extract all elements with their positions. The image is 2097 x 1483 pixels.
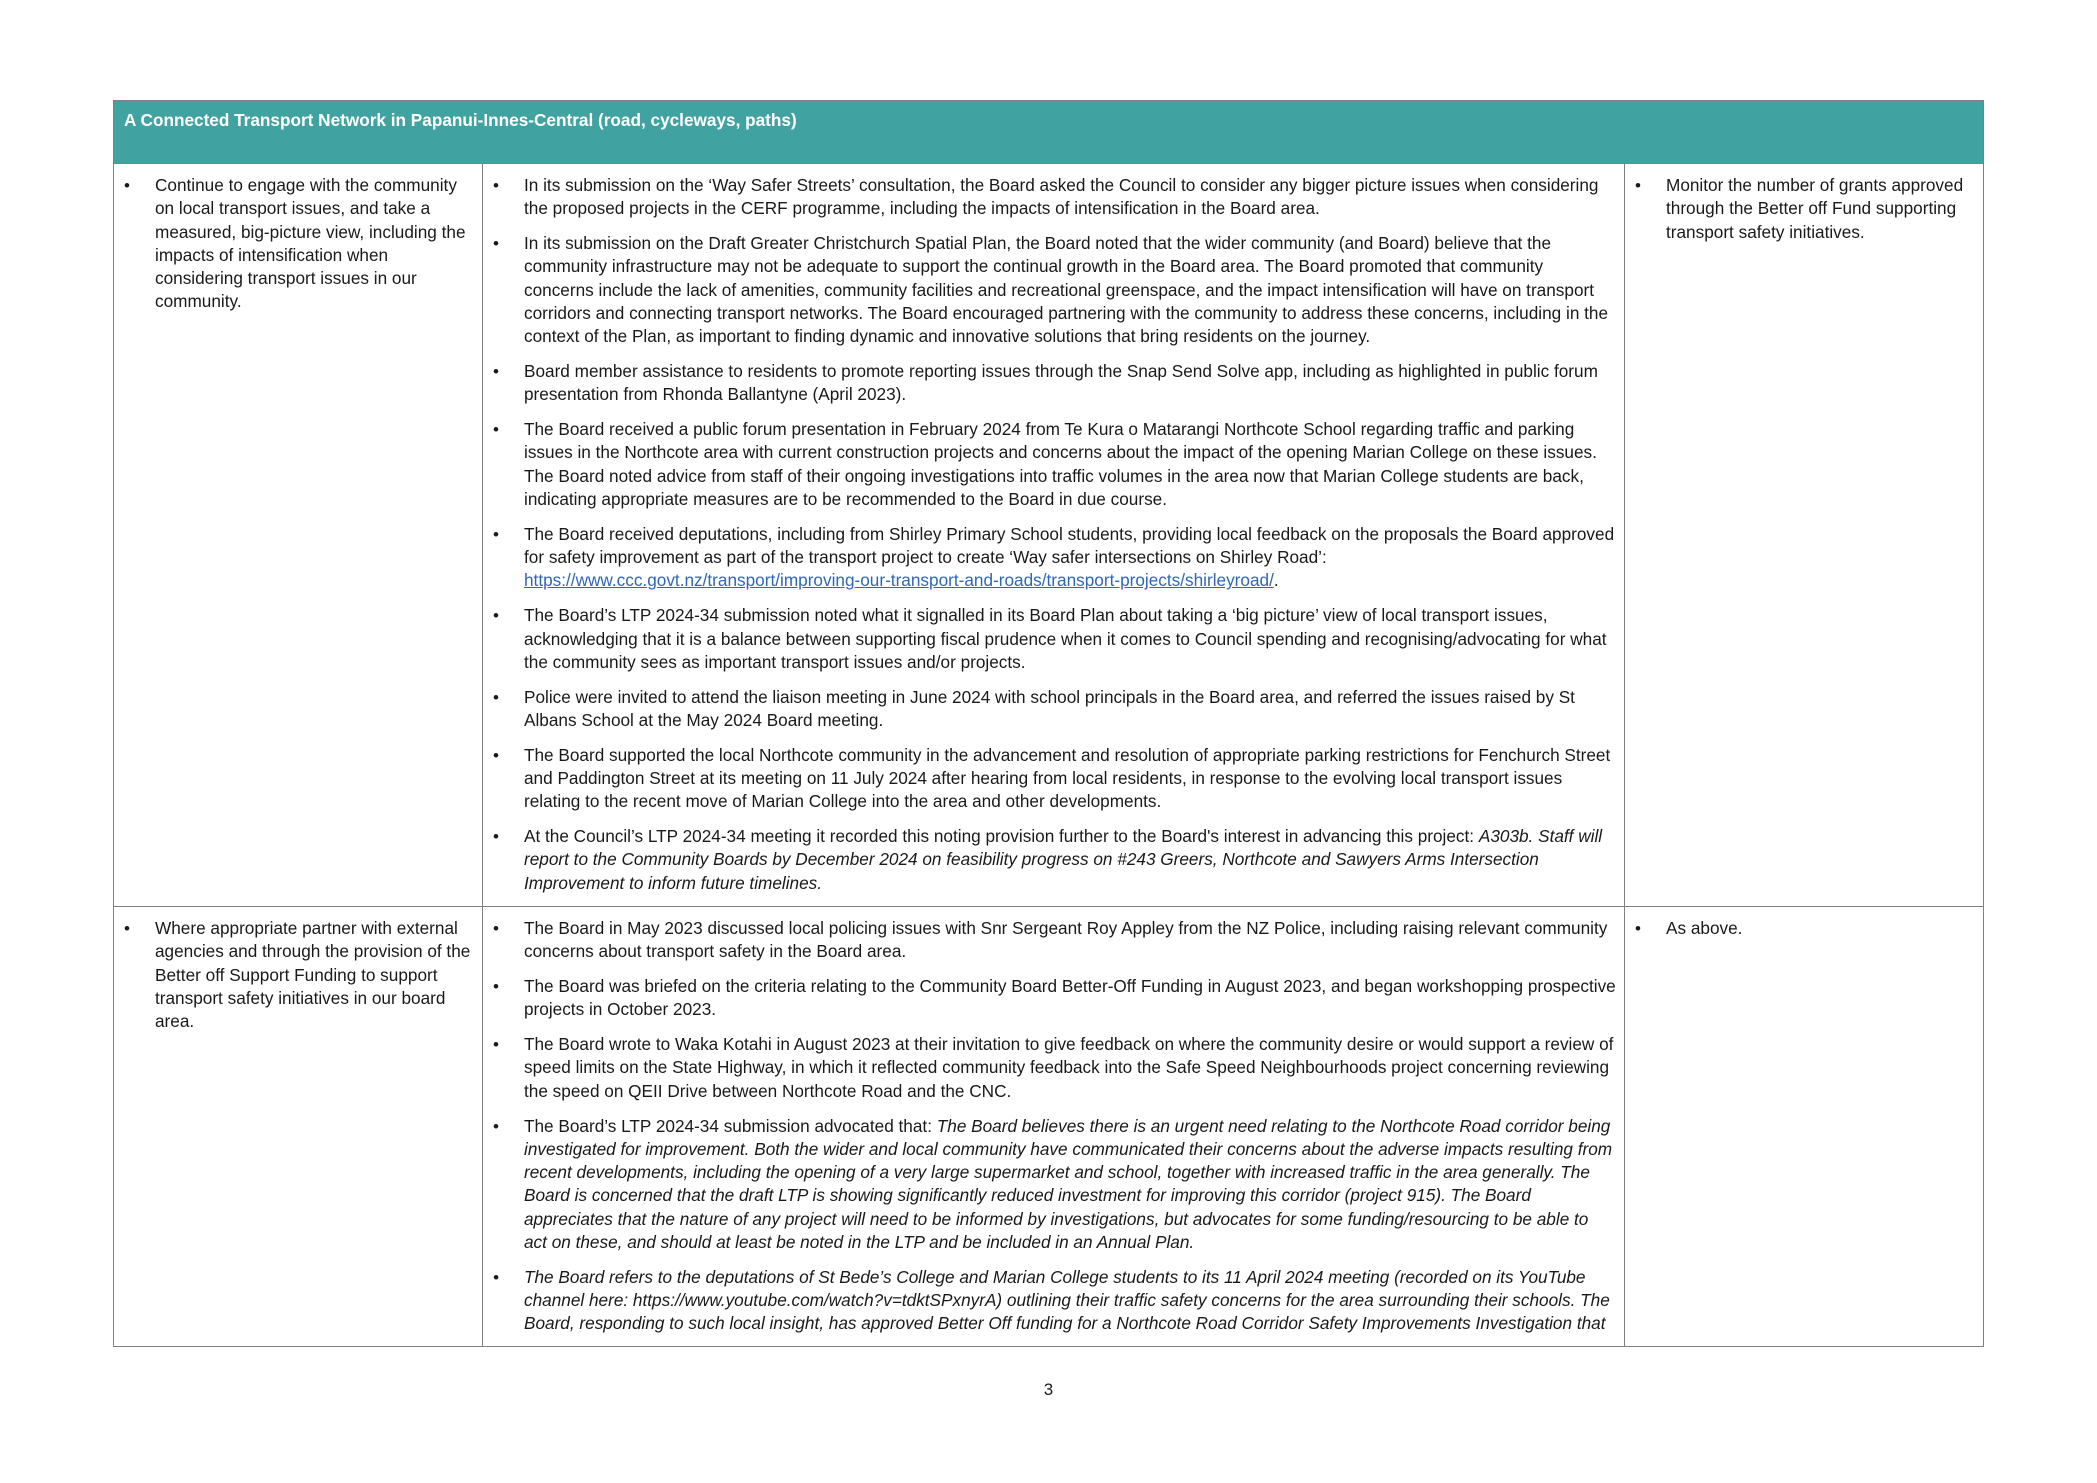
objective-cell [114, 164, 483, 907]
list-item: • The Board supported the local Northcote community in the advancement and resolution of appropriate parking restrictions for Fenchurch Street and Paddington Street at its meeting on 11 July 2024 after hearing from local residents, in response to the evolving local transport issues relating to the recent move of Marian College into the area and other developments. [491, 744, 1616, 814]
objective-text: • Where appropriate partner with external agencies and through the provision of the Better off Support Funding to support transport safety initiatives in our board area. [122, 917, 474, 1033]
activities-cell [483, 907, 1625, 1347]
plan-table [113, 100, 1984, 1347]
italic-text: The Board believes there is an urgent need relating to the Northcote Road corridor being investigated for improvement. Both the wider and local community have communicated their concerns about the adverse impacts resulting from recent developments, including the opening of a very large supermarket and school, together with increased traffic in the area generally. The Board is concerned that the draft LTP is showing significantly reduced investment for improving this corridor (project 915). The Board appreciates that the nature of any project will need to be informed by investigations, but advocates for some funding/resourcing to be able to act on these, and should at least be noted in the LTP and be included in an Annual Plan. [524, 1115, 1613, 1253]
list-item: • The Board wrote to Waka Kotahi in August 2023 at their invitation to give feedback on where the community desire or would support a review of speed limits on the State Highway, in which it reflected community feedback into the Safe Speed Neighbourhoods project concerning reviewing the speed on QEII Drive between Northcote Road and the CNC. [491, 1033, 1616, 1103]
list-item [491, 523, 1616, 593]
list-item: • In its submission on the ‘Way Safer Streets’ consultation, the Board asked the Council to consider any bigger picture issues when considering the proposed projects in the CERF programme, including the impacts of intensification in the Board area. [491, 174, 1616, 221]
list-item [491, 825, 1616, 895]
objective-text: • Continue to engage with the community on local transport issues, and take a measured, big-picture view, including the impacts of intensification when considering transport issues in our community. [122, 174, 474, 314]
table-row [114, 164, 1984, 907]
list-item: • The Board’s LTP 2024-34 submission noted what it signalled in its Board Plan about taking a ‘big picture’ view of local transport issues, acknowledging that it is a balance between supporting fiscal prudence when it comes to Council spending and recognising/advocating for what the community sees as important transport issues and/or projects. [491, 604, 1616, 674]
page-number: 3 [1043, 1380, 1054, 1399]
measure-text: • Monitor the number of grants approved through the Better off Fund supporting transport safety initiatives. [1633, 174, 1975, 244]
list-item: • The Board received a public forum presentation in February 2024 from Te Kura o Matarangi Northcote School regarding traffic and parking issues in the Northcote area with current construction projects and concerns about the impact of the opening Marian College on these issues. The Board noted advice from staff of their ongoing investigations into traffic volumes in the area now that Marian College students are back, indicating appropriate measures are to be recommended to the Board in due course. [491, 418, 1616, 511]
list-item-continuation: • The Board refers to the deputations of St Bede’s College and Marian College students to its 11 April 2024 meeting (recorded on its YouTube channel here: https://www.youtube.com/watch?v=tdktSPxnyrA) outlining their traffic safety concerns for the area surrounding their schools. The Board, responding to such local insight, has approved Better Off funding for a Northcote Road Corridor Safety Improvements Investigation that [491, 1266, 1616, 1336]
item-text: The Board’s LTP 2024-34 submission advocated that: [524, 1115, 937, 1136]
list-item: • Board member assistance to residents to promote reporting issues through the Snap Send Solve app, including as highlighted in public forum presentation from Rhonda Ballantyne (April 2023). [491, 360, 1616, 407]
measure-text: • As above. [1633, 917, 1975, 940]
measure-cell [1625, 164, 1984, 907]
table-header-row [114, 101, 1984, 164]
list-item: • The Board was briefed on the criteria relating to the Community Board Better-Off Funding in August 2023, and began workshopping prospective projects in October 2023. [491, 975, 1616, 1022]
objective-cell [114, 907, 483, 1347]
list-item: • Police were invited to attend the liaison meeting in June 2024 with school principals in the Board area, and referred the issues raised by St Albans School at the May 2024 Board meeting. [491, 686, 1616, 733]
shirley-road-link[interactable]: https://www.ccc.govt.nz/transport/improving-our-transport-and-roads/transport-projects/shirleyroad/ [524, 570, 1274, 591]
list-item [491, 1115, 1616, 1255]
measure-cell [1625, 907, 1984, 1347]
list-item: • In its submission on the Draft Greater Christchurch Spatial Plan, the Board noted that the wider community (and Board) believe that the community infrastructure may not be adequate to support the continual growth in the Board area. The Board promoted that community concerns include the lack of amenities, community facilities and recreational greenspace, and the impact intensification will have on transport corridors and connecting transport networks. The Board encouraged partnering with the community to address these concerns, including in the context of the Plan, as important to finding dynamic and innovative solutions that bring residents on the journey. [491, 232, 1616, 348]
italic-text: A303b. Staff will report to the Community Boards by December 2024 on feasibility progress on #243 Greers, Northcote and Sawyers Arms Intersection Improvement to inform future timelines. [524, 826, 1603, 893]
list-item: • The Board in May 2023 discussed local policing issues with Snr Sergeant Roy Appley from the NZ Police, including raising relevant community concerns about transport safety in the Board area. [491, 917, 1616, 964]
table-row [114, 907, 1984, 1347]
item-text-end: . [1273, 570, 1279, 591]
activities-cell [483, 164, 1625, 907]
item-text: The Board received deputations, including from Shirley Primary School students, providing local feedback on the proposals the Board approved for safety improvement as part of the transport project to create ‘Way safer intersections on Shirley Road’: [524, 523, 1615, 568]
section-heading: A Connected Transport Network in Papanui-Innes-Central (road, cycleways, paths) [114, 101, 1984, 164]
item-text: At the Council’s LTP 2024-34 meeting it recorded this noting provision further to the Board's interest in advancing this project: [524, 826, 1479, 847]
